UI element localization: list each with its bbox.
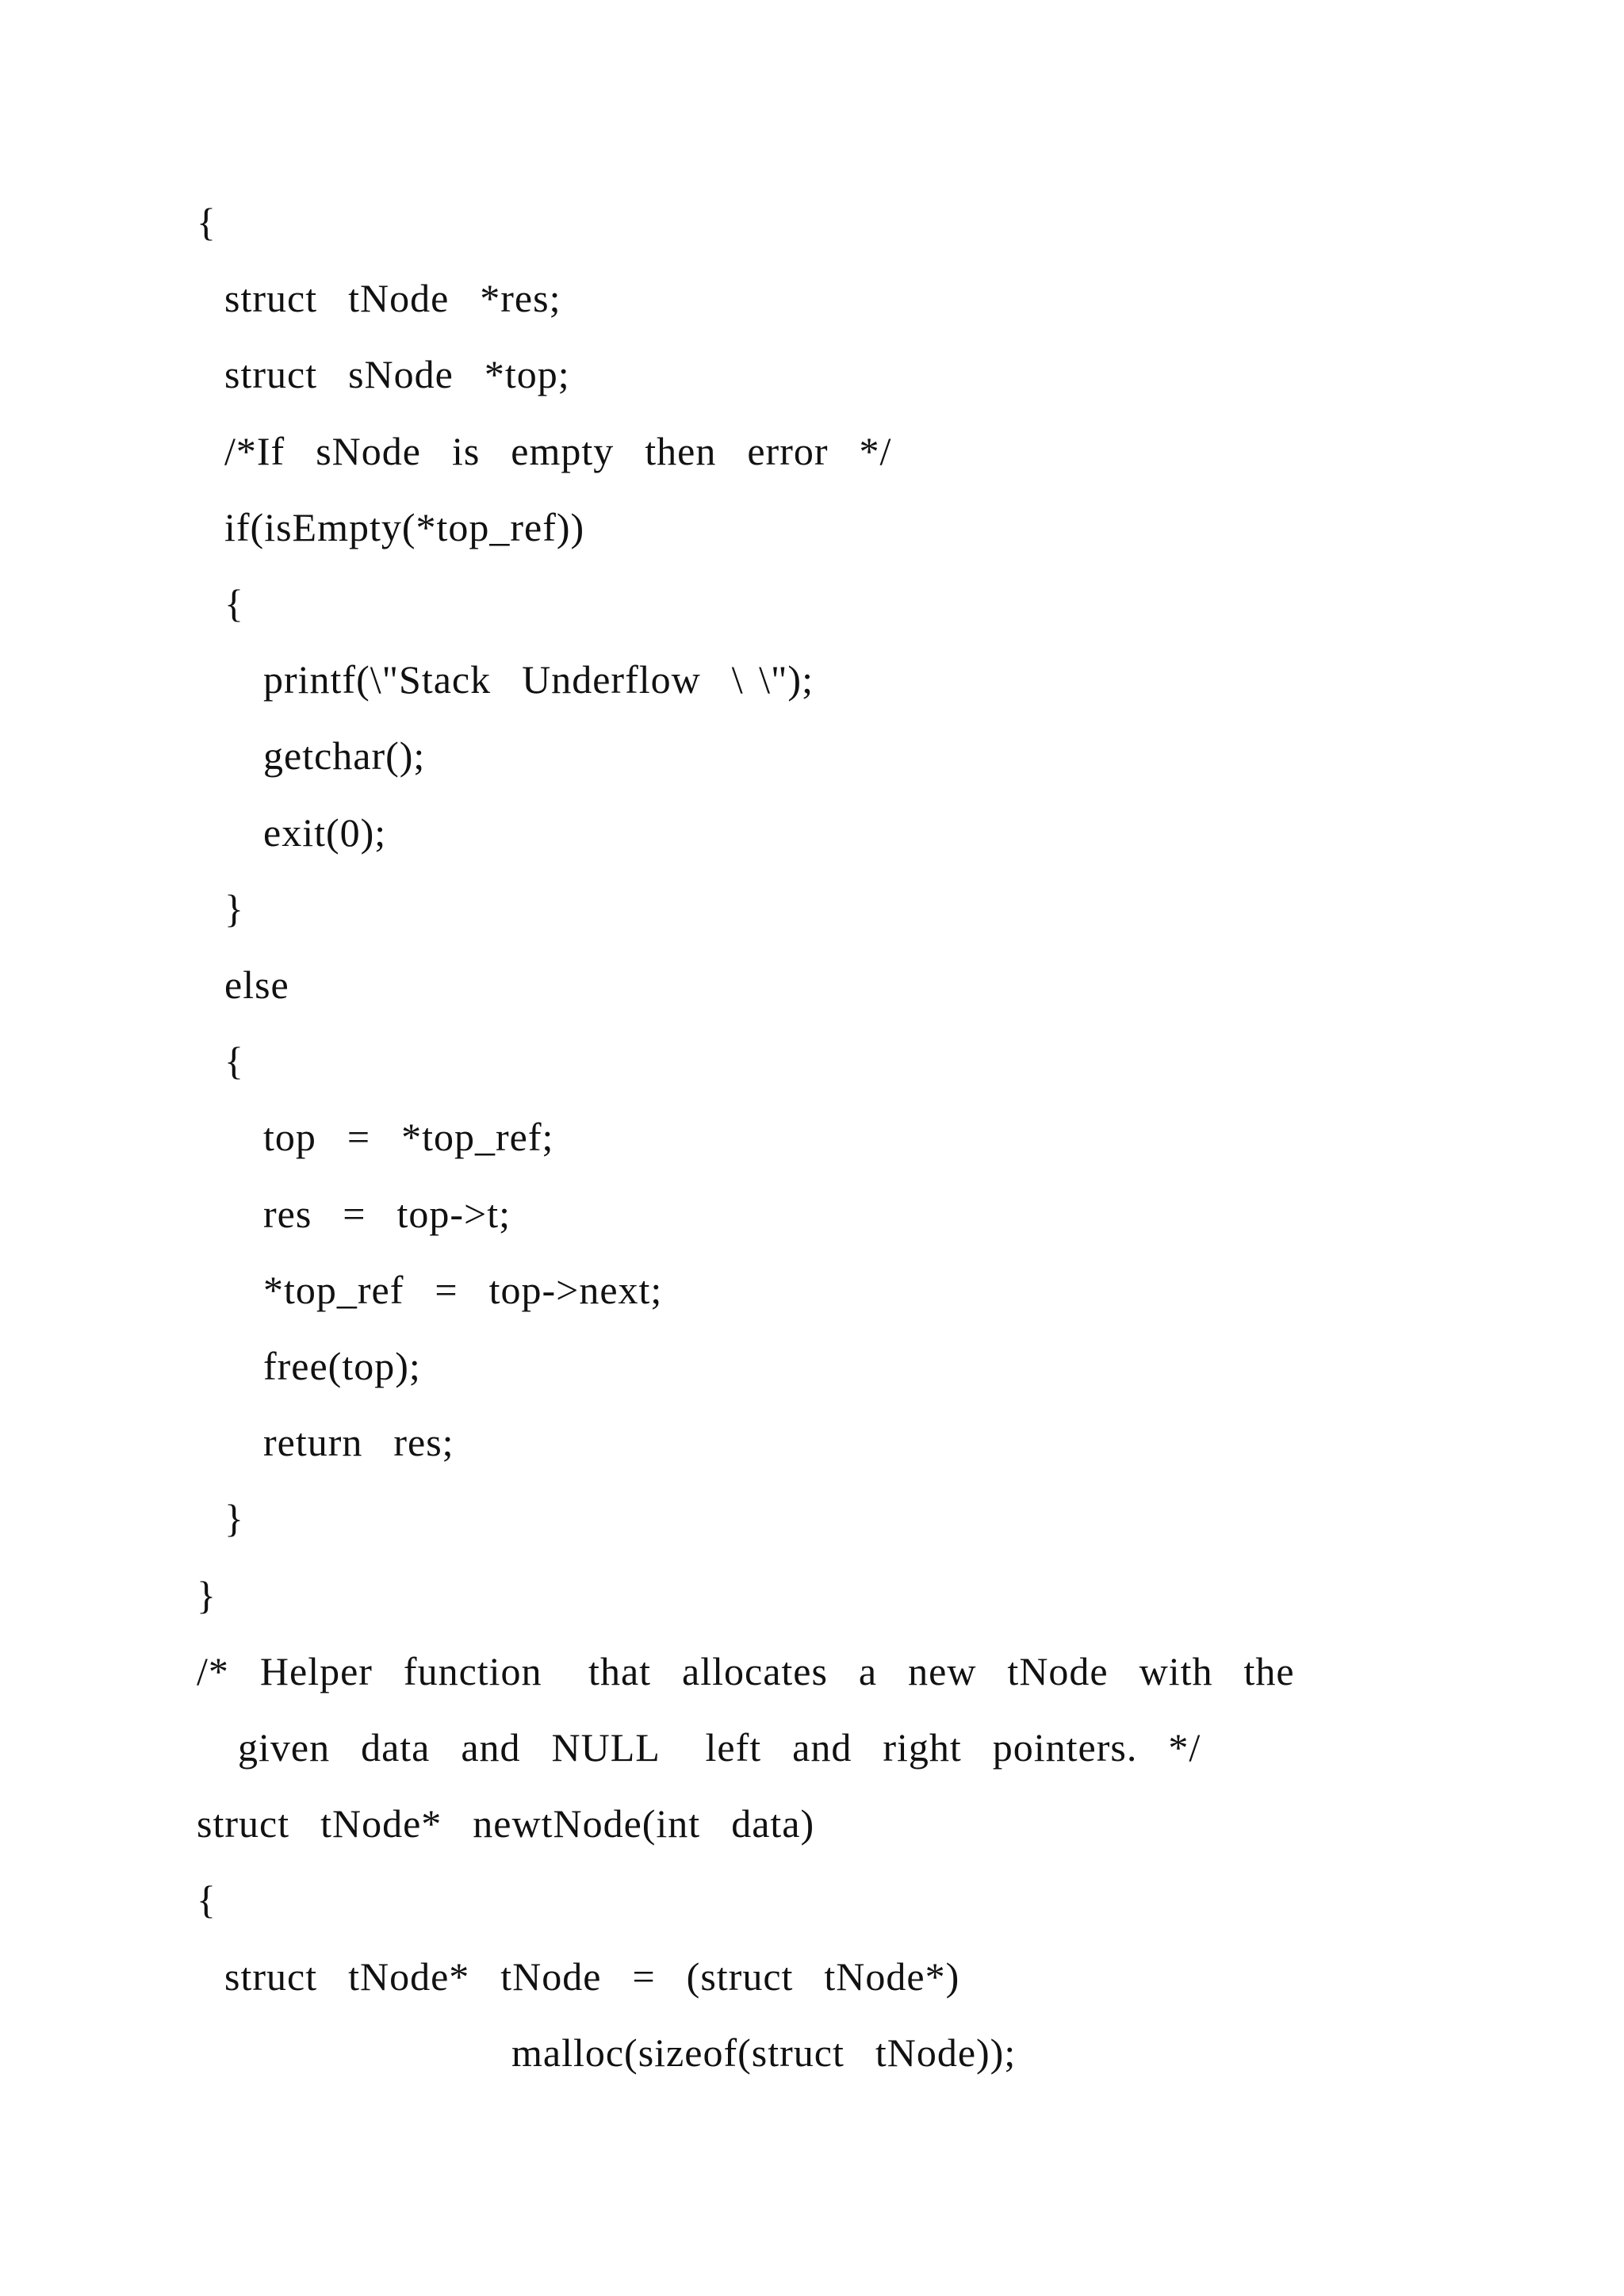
code-line: malloc(sizeof(struct tNode)); <box>511 2030 1017 2075</box>
code-line: printf(\"Stack Underflow \ \"); <box>263 657 814 702</box>
code-line: /*If sNode is empty then error */ <box>224 429 892 473</box>
code-line: given data and NULL left and right pointers. */ <box>238 1725 1201 1770</box>
code-line: struct tNode* tNode = (struct tNode*) <box>224 1954 960 1999</box>
code-line: { <box>197 1877 216 1922</box>
code-line: top = *top_ref; <box>263 1115 554 1159</box>
code-line: { <box>224 581 244 626</box>
code-line: else <box>224 962 289 1007</box>
code-line: } <box>224 886 244 931</box>
code-line: /* Helper function that allocates a new tNode with the <box>197 1649 1295 1693</box>
code-line: *top_ref = top->next; <box>263 1268 663 1312</box>
code-line: { <box>197 200 216 244</box>
code-line: if(isEmpty(*top_ref)) <box>224 505 585 549</box>
code-line: struct sNode *top; <box>224 352 570 396</box>
code-line: struct tNode *res; <box>224 276 561 320</box>
code-line: exit(0); <box>263 810 387 855</box>
code-line: { <box>224 1039 244 1083</box>
code-line: return res; <box>263 1420 454 1464</box>
code-line: getchar(); <box>263 733 426 778</box>
code-line: } <box>224 1496 244 1540</box>
code-line: struct tNode* newtNode(int data) <box>197 1801 815 1846</box>
code-line: res = top->t; <box>263 1192 511 1236</box>
code-line: free(top); <box>263 1344 421 1388</box>
code-line: } <box>197 1573 216 1617</box>
